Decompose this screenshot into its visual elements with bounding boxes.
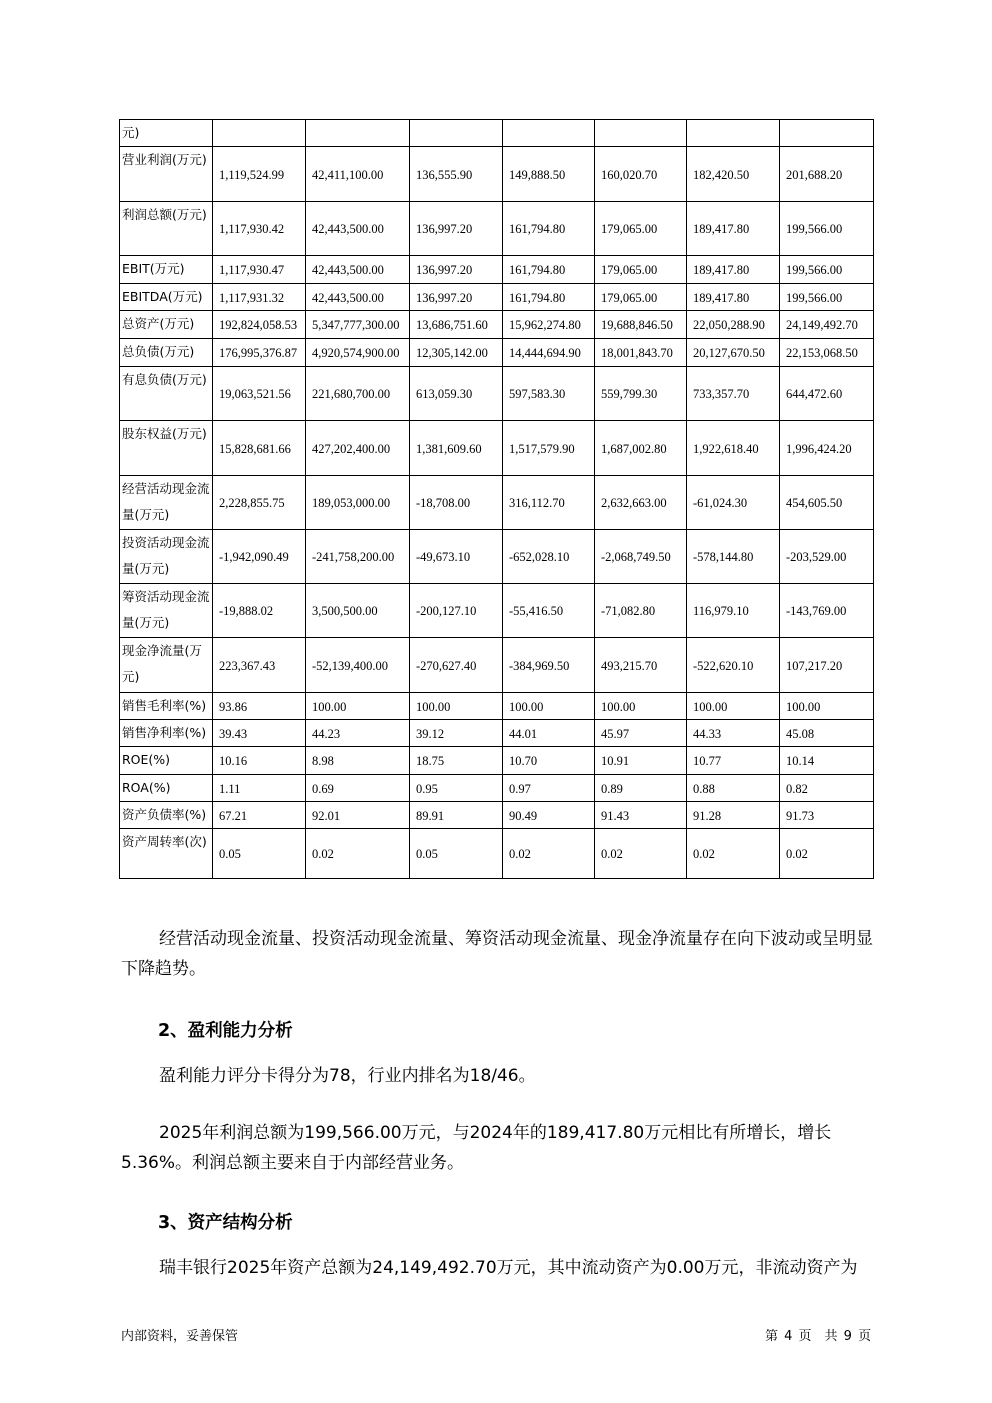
table-cell: 19,063,521.56 bbox=[213, 367, 306, 421]
table-cell: 1,922,618.40 bbox=[687, 421, 780, 476]
table-row bbox=[120, 720, 874, 747]
table-cell: 136,555.90 bbox=[410, 147, 503, 202]
table-cell: 1,687,002.80 bbox=[595, 421, 687, 476]
asset-structure-paragraph: 瑞丰银行2025年资产总额为24,149,492.70万元，其中流动资产为0.00万元，非流动资产为 bbox=[159, 1258, 858, 1278]
table-cell bbox=[503, 120, 595, 147]
table-cell: 179,065.00 bbox=[595, 256, 687, 284]
table-cell: 5,347,777,300.00 bbox=[306, 311, 410, 339]
table-cell: 2,228,855.75 bbox=[213, 476, 306, 530]
table-cell: 107,217.20 bbox=[780, 638, 874, 693]
row-label: 元) bbox=[120, 120, 213, 147]
table-cell: 19,688,846.50 bbox=[595, 311, 687, 339]
table-cell: 14,444,694.90 bbox=[503, 339, 595, 367]
table-cell: -18,708.00 bbox=[410, 476, 503, 530]
table-cell: 0.02 bbox=[595, 829, 687, 879]
table-cell: 427,202,400.00 bbox=[306, 421, 410, 476]
table-cell: 179,065.00 bbox=[595, 284, 687, 311]
table-cell: -652,028.10 bbox=[503, 530, 595, 584]
table-cell: 1,381,609.60 bbox=[410, 421, 503, 476]
table-row bbox=[120, 638, 874, 693]
table-row bbox=[120, 367, 874, 421]
table-cell: -71,082.80 bbox=[595, 584, 687, 638]
row-label: EBITDA(万元) bbox=[120, 284, 213, 311]
table-cell: 91.43 bbox=[595, 802, 687, 829]
table-row bbox=[120, 476, 874, 530]
table-cell: 18.75 bbox=[410, 747, 503, 775]
table-cell: 161,794.80 bbox=[503, 202, 595, 256]
table-cell: 733,357.70 bbox=[687, 367, 780, 421]
table-cell: 100.00 bbox=[687, 693, 780, 720]
table-cell: 39.12 bbox=[410, 720, 503, 747]
table-cell: 89.91 bbox=[410, 802, 503, 829]
table-cell: 0.02 bbox=[687, 829, 780, 879]
table-cell: 45.97 bbox=[595, 720, 687, 747]
row-label: 销售毛利率(%) bbox=[120, 693, 213, 720]
row-label: 筹资活动现金流量(万元) bbox=[120, 584, 213, 638]
table-cell: 1,517,579.90 bbox=[503, 421, 595, 476]
table-cell: 161,794.80 bbox=[503, 284, 595, 311]
table-cell: -2,068,749.50 bbox=[595, 530, 687, 584]
table-cell: 0.97 bbox=[503, 775, 595, 802]
table-row bbox=[120, 802, 874, 829]
row-label: 现金净流量(万元) bbox=[120, 638, 213, 693]
footer-confidential-note: 内部资料，妥善保管 bbox=[121, 1329, 239, 1344]
table-cell: 100.00 bbox=[595, 693, 687, 720]
table-cell: 176,995,376.87 bbox=[213, 339, 306, 367]
row-label: 投资活动现金流量(万元) bbox=[120, 530, 213, 584]
table-cell: 199,566.00 bbox=[780, 284, 874, 311]
table-cell: 92.01 bbox=[306, 802, 410, 829]
table-cell: 316,112.70 bbox=[503, 476, 595, 530]
table-cell: 100.00 bbox=[780, 693, 874, 720]
table-cell: 597,583.30 bbox=[503, 367, 595, 421]
table-cell: 10.14 bbox=[780, 747, 874, 775]
table-row bbox=[120, 147, 874, 202]
table-cell: 1,117,931.32 bbox=[213, 284, 306, 311]
row-label: 资产周转率(次) bbox=[120, 829, 213, 879]
profitability-score-paragraph: 盈利能力评分卡得分为78，行业内排名为18/46。 bbox=[159, 1066, 536, 1086]
table-cell: 10.70 bbox=[503, 747, 595, 775]
table-cell: 10.91 bbox=[595, 747, 687, 775]
table-cell: -384,969.50 bbox=[503, 638, 595, 693]
table-cell: 91.73 bbox=[780, 802, 874, 829]
table-row bbox=[120, 311, 874, 339]
table-cell: 644,472.60 bbox=[780, 367, 874, 421]
table-cell: 189,417.80 bbox=[687, 284, 780, 311]
table-cell: 221,680,700.00 bbox=[306, 367, 410, 421]
table-cell: 42,443,500.00 bbox=[306, 284, 410, 311]
table-cell: 201,688.20 bbox=[780, 147, 874, 202]
table-cell: 91.28 bbox=[687, 802, 780, 829]
table-cell: 136,997.20 bbox=[410, 284, 503, 311]
table-cell: -200,127.10 bbox=[410, 584, 503, 638]
table-cell bbox=[213, 120, 306, 147]
table-cell: -241,758,200.00 bbox=[306, 530, 410, 584]
table-cell: 1,117,930.42 bbox=[213, 202, 306, 256]
table-cell: 1,119,524.99 bbox=[213, 147, 306, 202]
table-cell: 1.11 bbox=[213, 775, 306, 802]
table-cell: 24,149,492.70 bbox=[780, 311, 874, 339]
table-cell: 3,500,500.00 bbox=[306, 584, 410, 638]
table-cell: 149,888.50 bbox=[503, 147, 595, 202]
row-label: ROA(%) bbox=[120, 775, 213, 802]
table-cell: 1,996,424.20 bbox=[780, 421, 874, 476]
table-cell: 223,367.43 bbox=[213, 638, 306, 693]
table-cell: 192,824,058.53 bbox=[213, 311, 306, 339]
row-label: 利润总额(万元) bbox=[120, 202, 213, 256]
row-label: 总资产(万元) bbox=[120, 311, 213, 339]
table-cell: 8.98 bbox=[306, 747, 410, 775]
table-cell bbox=[306, 120, 410, 147]
section-heading-profitability: 2、盈利能力分析 bbox=[158, 1021, 293, 1041]
table-cell: 0.88 bbox=[687, 775, 780, 802]
table-cell bbox=[410, 120, 503, 147]
table-cell: 0.02 bbox=[503, 829, 595, 879]
row-label: 股东权益(万元) bbox=[120, 421, 213, 476]
table-cell: 100.00 bbox=[503, 693, 595, 720]
table-cell: 559,799.30 bbox=[595, 367, 687, 421]
table-cell: -55,416.50 bbox=[503, 584, 595, 638]
table-cell: -1,942,090.49 bbox=[213, 530, 306, 584]
table-cell: 189,417.80 bbox=[687, 256, 780, 284]
row-label: 总负债(万元) bbox=[120, 339, 213, 367]
table-row bbox=[120, 530, 874, 584]
financial-table bbox=[119, 119, 874, 879]
cashflow-summary-paragraph: 经营活动现金流量、投资活动现金流量、筹资活动现金流量、现金净流量存在向下波动或呈明显下降趋势。 bbox=[121, 929, 873, 979]
row-label: ROE(%) bbox=[120, 747, 213, 775]
table-cell: 10.77 bbox=[687, 747, 780, 775]
table-cell: 67.21 bbox=[213, 802, 306, 829]
table-cell: 44.33 bbox=[687, 720, 780, 747]
table-row bbox=[120, 284, 874, 311]
table-row bbox=[120, 775, 874, 802]
table-row bbox=[120, 693, 874, 720]
table-cell: 161,794.80 bbox=[503, 256, 595, 284]
table-row bbox=[120, 421, 874, 476]
table-cell: 0.05 bbox=[213, 829, 306, 879]
table-cell: 454,605.50 bbox=[780, 476, 874, 530]
row-label: 资产负债率(%) bbox=[120, 802, 213, 829]
table-cell: 13,686,751.60 bbox=[410, 311, 503, 339]
table-cell: 44.23 bbox=[306, 720, 410, 747]
table-cell: 179,065.00 bbox=[595, 202, 687, 256]
table-cell bbox=[780, 120, 874, 147]
table-cell: 613,059.30 bbox=[410, 367, 503, 421]
total-profit-paragraph: 2025年利润总额为199,566.00万元，与2024年的189,417.80万元相比有所增长，增长5.36%。利润总额主要来自于内部经营业务。 bbox=[121, 1123, 832, 1173]
table-cell: 42,443,500.00 bbox=[306, 256, 410, 284]
table-cell: 2,632,663.00 bbox=[595, 476, 687, 530]
table-cell: -49,673.10 bbox=[410, 530, 503, 584]
table-cell: 22,153,068.50 bbox=[780, 339, 874, 367]
table-cell: 22,050,288.90 bbox=[687, 311, 780, 339]
row-label: 营业利润(万元) bbox=[120, 147, 213, 202]
row-label: EBIT(万元) bbox=[120, 256, 213, 284]
table-cell: 44.01 bbox=[503, 720, 595, 747]
table-cell: 15,962,274.80 bbox=[503, 311, 595, 339]
table-cell: 199,566.00 bbox=[780, 202, 874, 256]
table-cell: 0.95 bbox=[410, 775, 503, 802]
table-cell: 136,997.20 bbox=[410, 256, 503, 284]
table-cell: 0.89 bbox=[595, 775, 687, 802]
row-label: 有息负债(万元) bbox=[120, 367, 213, 421]
table-cell: -143,769.00 bbox=[780, 584, 874, 638]
table-cell bbox=[595, 120, 687, 147]
table-cell: -19,888.02 bbox=[213, 584, 306, 638]
row-label: 销售净利率(%) bbox=[120, 720, 213, 747]
row-label: 经营活动现金流量(万元) bbox=[120, 476, 213, 530]
table-cell: 93.86 bbox=[213, 693, 306, 720]
table-cell: 45.08 bbox=[780, 720, 874, 747]
table-cell: -61,024.30 bbox=[687, 476, 780, 530]
table-cell: 136,997.20 bbox=[410, 202, 503, 256]
table-row bbox=[120, 202, 874, 256]
table-cell: 1,117,930.47 bbox=[213, 256, 306, 284]
table-cell: 90.49 bbox=[503, 802, 595, 829]
section-heading-asset-structure: 3、资产结构分析 bbox=[158, 1213, 293, 1233]
table-row bbox=[120, 256, 874, 284]
table-cell: 0.69 bbox=[306, 775, 410, 802]
table-cell: -203,529.00 bbox=[780, 530, 874, 584]
table-cell: -578,144.80 bbox=[687, 530, 780, 584]
table-cell: -522,620.10 bbox=[687, 638, 780, 693]
table-cell: 116,979.10 bbox=[687, 584, 780, 638]
table-cell: 199,566.00 bbox=[780, 256, 874, 284]
footer-page-number: 第 4 页 共 9 页 bbox=[765, 1329, 872, 1344]
table-cell: 12,305,142.00 bbox=[410, 339, 503, 367]
table-cell: 100.00 bbox=[306, 693, 410, 720]
table-cell: 0.02 bbox=[306, 829, 410, 879]
table-cell: -52,139,400.00 bbox=[306, 638, 410, 693]
table-cell: 189,053,000.00 bbox=[306, 476, 410, 530]
table-cell: 182,420.50 bbox=[687, 147, 780, 202]
table-cell: 0.82 bbox=[780, 775, 874, 802]
table-cell: -270,627.40 bbox=[410, 638, 503, 693]
table-row bbox=[120, 584, 874, 638]
table-row bbox=[120, 339, 874, 367]
table-cell: 4,920,574,900.00 bbox=[306, 339, 410, 367]
table-row bbox=[120, 747, 874, 775]
table-cell: 100.00 bbox=[410, 693, 503, 720]
table-row bbox=[120, 120, 874, 147]
table-cell: 20,127,670.50 bbox=[687, 339, 780, 367]
table-cell: 42,411,100.00 bbox=[306, 147, 410, 202]
table-row bbox=[120, 829, 874, 879]
table-cell bbox=[687, 120, 780, 147]
table-cell: 0.02 bbox=[780, 829, 874, 879]
table-cell: 10.16 bbox=[213, 747, 306, 775]
table-cell: 493,215.70 bbox=[595, 638, 687, 693]
table-cell: 0.05 bbox=[410, 829, 503, 879]
table-cell: 39.43 bbox=[213, 720, 306, 747]
table-cell: 15,828,681.66 bbox=[213, 421, 306, 476]
table-cell: 189,417.80 bbox=[687, 202, 780, 256]
table-cell: 18,001,843.70 bbox=[595, 339, 687, 367]
table-cell: 160,020.70 bbox=[595, 147, 687, 202]
table-cell: 42,443,500.00 bbox=[306, 202, 410, 256]
